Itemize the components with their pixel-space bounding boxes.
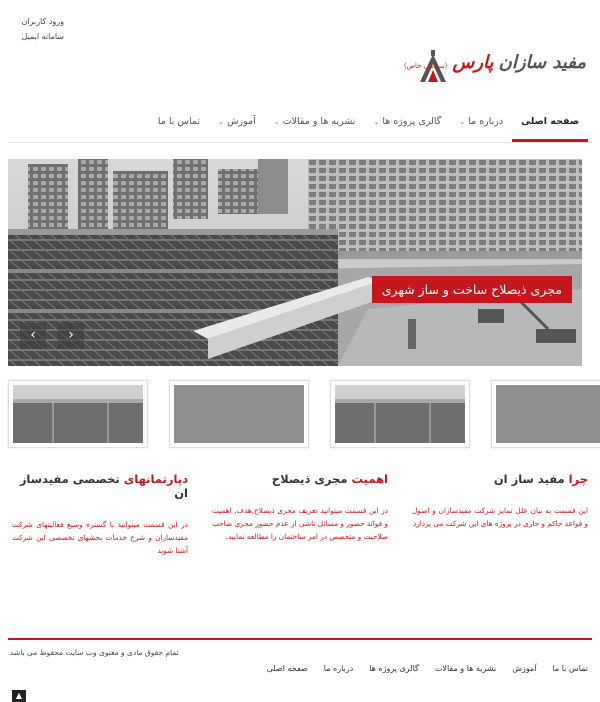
footer-link-publications[interactable]: نشریه ها و مقالات [434, 664, 497, 673]
chevron-left-icon[interactable]: ‹ [20, 323, 46, 349]
column-why [412, 472, 588, 530]
blank-gray-thumbnail [174, 385, 304, 443]
email-system-link[interactable]: سامانه ایمیل [21, 32, 64, 41]
nav-divider [8, 142, 592, 143]
column-title-rest: مجری ذیصلاح [271, 472, 348, 486]
nav-item-home[interactable] [512, 108, 588, 142]
column-title [412, 472, 588, 486]
copyright-text: تمام حقوق مادی و معنوی وب سایت محفوظ می باشد [10, 648, 179, 657]
column-title-accent: اهمیت [351, 472, 388, 486]
footer-link-training[interactable]: آموزش [512, 664, 537, 673]
column-title-rest: تخصصی مفیدساز ان [19, 472, 188, 500]
nav-label: نشریه ها و مقالات [282, 116, 356, 127]
logo-name-accent: پارس [452, 52, 494, 73]
column-title [12, 472, 188, 500]
nav-label: گالری پروژه ها [382, 116, 442, 127]
blank-gray-thumbnail [496, 385, 600, 443]
thumbnail-1[interactable] [8, 380, 148, 448]
site-logo[interactable] [403, 46, 586, 88]
thumbnail-2[interactable] [169, 380, 309, 448]
footer-link-home[interactable]: صفحه اصلی [266, 664, 308, 673]
nav-label: آموزش [226, 116, 256, 127]
column-body: در این قسمت میتوانید تعریف مجری ذیصلاح,هدف, اهمیت و فوائد حضور و مسائل ناشی از عدم حضور مجری صاحب صلاحیت و متخصص در امر ساختمان را مطالعه نمایید. [212, 506, 388, 541]
column-title-accent: چرا [568, 472, 588, 486]
thumbnail-4[interactable] [491, 380, 600, 448]
column-title [212, 472, 388, 486]
hero-slider[interactable] [8, 159, 582, 366]
nav-item-publications[interactable] [265, 108, 365, 142]
footer-link-contact[interactable]: تماس با ما [552, 664, 588, 673]
chevron-right-icon[interactable]: › [58, 323, 84, 349]
thumbnail-3[interactable] [330, 380, 470, 448]
chevron-down-icon: ⌄ [218, 118, 224, 126]
column-body: در این قسمت میتوانید با گستره وسیع فعالیتهای شرکت مفیدسازان و شرح خدمات بخشهای تخصصی این شرکت ‌آشنا شوید [12, 520, 188, 555]
nav-item-gallery[interactable] [364, 108, 450, 142]
top-links [12, 14, 64, 44]
main-nav [149, 108, 588, 142]
column-body: این قسمت به بیان علل تمایز شرکت مفیدسازان و اصول و قواعد حاکم و جاری در پروژه های این شرکت می پردازد [412, 506, 588, 528]
nav-label: تماس با ما [157, 116, 201, 127]
column-importance [212, 472, 388, 543]
footer-link-about[interactable]: درباره ما [323, 664, 354, 673]
footer-nav [251, 664, 588, 673]
column-title-rest: مفید ساز ان [493, 472, 565, 486]
login-link[interactable]: ورود کاربران [21, 17, 64, 26]
logo-name-main: مفید سازان [498, 52, 586, 73]
column-departments [12, 472, 188, 557]
slider-caption: مجری ذیصلاح ساخت و ساز شهری [372, 276, 572, 303]
column-title-accent: دپارتمانهای [123, 472, 188, 486]
logo-suffix: (سهامی خاص) [403, 62, 448, 70]
construction-site-photo [335, 385, 465, 443]
chevron-down-icon: ⌄ [373, 118, 380, 126]
footer-link-gallery[interactable]: گالری پروژه ها [369, 664, 419, 673]
logo-text [404, 52, 586, 73]
project-thumbnails [8, 380, 592, 450]
scroll-top-icon[interactable]: ▲ [12, 690, 26, 702]
nav-item-contact[interactable] [149, 108, 209, 142]
nav-label: درباره ما [468, 116, 504, 127]
nav-label: صفحه اصلی [521, 116, 579, 127]
construction-site-photo [13, 385, 143, 443]
chevron-down-icon: ⌄ [459, 118, 466, 126]
nav-item-about[interactable] [450, 108, 512, 142]
construction-site-image [8, 159, 582, 366]
nav-item-training[interactable] [209, 108, 265, 142]
chevron-down-icon: ⌄ [273, 118, 280, 126]
footer-divider [8, 638, 592, 640]
